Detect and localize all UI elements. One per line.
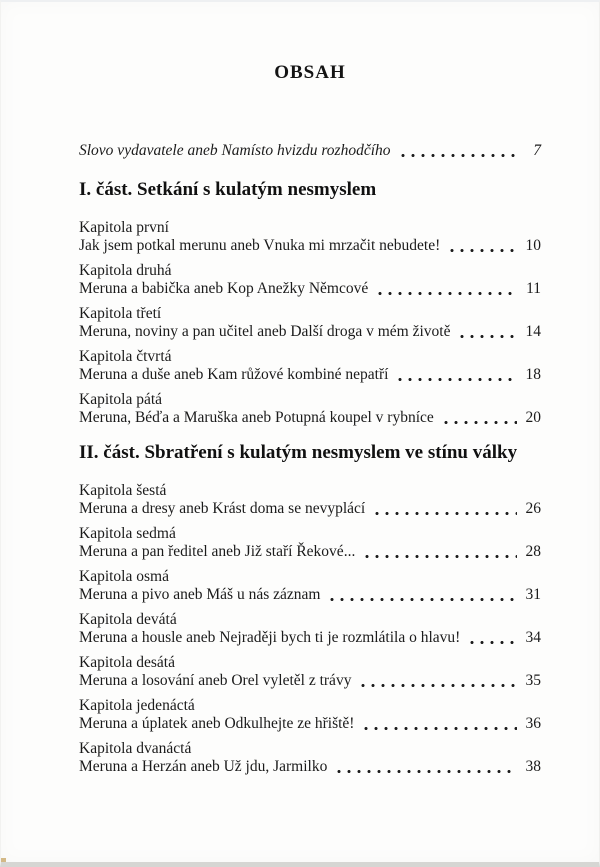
chapter-label: Kapitola čtvrtá: [79, 347, 172, 365]
chapter-title: Meruna, Béďa a Maruška aneb Potupná koupel v rybníce: [79, 409, 434, 426]
page-number: 31: [525, 586, 541, 603]
chapter-title: Meruna a babička aneb Kop Anežky Němcové: [79, 280, 369, 297]
dot-leader: [375, 280, 517, 299]
dot-leader: [447, 237, 517, 256]
toc-entry: [79, 391, 541, 428]
page-number: 34: [525, 629, 541, 646]
page-number: 14: [525, 323, 541, 340]
chapter-label: Kapitola dvanáctá: [79, 739, 192, 757]
chapter-title: Meruna, noviny a pan učitel aneb Další droga v mém životě: [79, 323, 451, 340]
dot-leader: [362, 543, 517, 562]
dot-leader: [467, 629, 517, 648]
chapter-title: Meruna a housle aneb Nejraději bych ti je rozmlátila o hlavu!: [79, 629, 461, 646]
page-number: 20: [525, 409, 541, 426]
chapter-label: Kapitola druhá: [79, 261, 172, 279]
page-number: 26: [525, 500, 541, 517]
part-2-entries: [79, 482, 541, 777]
preface-title: Slovo vydavatele aneb Namísto hvizdu rozhodčího: [79, 142, 391, 159]
dot-leader: [441, 409, 517, 428]
dot-leader: [395, 366, 517, 385]
page-title: OBSAH: [274, 62, 346, 83]
part-2-heading: II. část. Sbratření s kulatým nesmyslem ve stínu války: [79, 441, 518, 463]
chapter-label: Kapitola pátá: [79, 390, 163, 408]
page-number: 10: [525, 237, 541, 254]
part-1-entries: [79, 219, 541, 428]
chapter-title: Meruna a losování aneb Orel vyletěl z trávy: [79, 672, 352, 689]
chapter-label: Kapitola desátá: [79, 653, 175, 671]
chapter-title: Meruna a Herzán aneb Už jdu, Jarmilko: [79, 758, 328, 775]
dot-leader: [334, 758, 517, 777]
chapter-label: Kapitola jedenáctá: [79, 696, 195, 714]
page-number: 38: [525, 758, 541, 775]
chapter-label: Kapitola osmá: [79, 567, 169, 585]
page-number: 18: [525, 366, 541, 383]
page-number: 11: [526, 280, 541, 297]
chapter-title: Meruna a pan ředitel aneb Již staří Řekové...: [79, 543, 356, 560]
dot-leader: [361, 715, 517, 734]
dot-leader: [358, 672, 517, 691]
scan-artifact: [1, 858, 6, 862]
chapter-title: Meruna a duše aneb Kam růžové kombiné nepatří: [79, 366, 389, 383]
chapter-title: Meruna a pivo aneb Máš u nás záznam: [79, 586, 321, 603]
preface-entry: [79, 142, 541, 161]
toc-entry: [79, 568, 541, 605]
toc-entry: [79, 525, 541, 562]
chapter-label: Kapitola třetí: [79, 304, 162, 322]
chapter-label: Kapitola devátá: [79, 610, 177, 628]
dot-leader: [457, 323, 517, 342]
toc-entry: [79, 348, 541, 385]
page-number: 35: [525, 672, 541, 689]
toc-entry: [79, 482, 541, 519]
toc-entry: [79, 262, 541, 299]
preface-page-number: 7: [533, 142, 541, 159]
chapter-label: Kapitola první: [79, 218, 169, 236]
toc-entry: [79, 611, 541, 648]
page-number: 36: [525, 715, 541, 732]
chapter-title: Meruna a úplatek aneb Odkulhejte ze hřiště!: [79, 715, 355, 732]
toc-entry: [79, 219, 541, 256]
toc-entry: [79, 305, 541, 342]
dot-leader: [327, 586, 517, 605]
chapter-label: Kapitola sedmá: [79, 524, 176, 542]
page-number: 28: [525, 543, 541, 560]
chapter-title: Meruna a dresy aneb Krást doma se nevyplácí: [79, 500, 366, 517]
chapter-title: Jak jsem potkal merunu aneb Vnuka mi mrzačit nebudete!: [79, 237, 441, 254]
toc-entry: [79, 654, 541, 691]
toc-entry: [79, 740, 541, 777]
chapter-label: Kapitola šestá: [79, 481, 167, 499]
dot-leader: [372, 500, 517, 519]
part-1-heading: I. část. Setkání s kulatým nesmyslem: [79, 178, 377, 200]
dot-leader: [398, 142, 517, 161]
toc-entry: [79, 697, 541, 734]
